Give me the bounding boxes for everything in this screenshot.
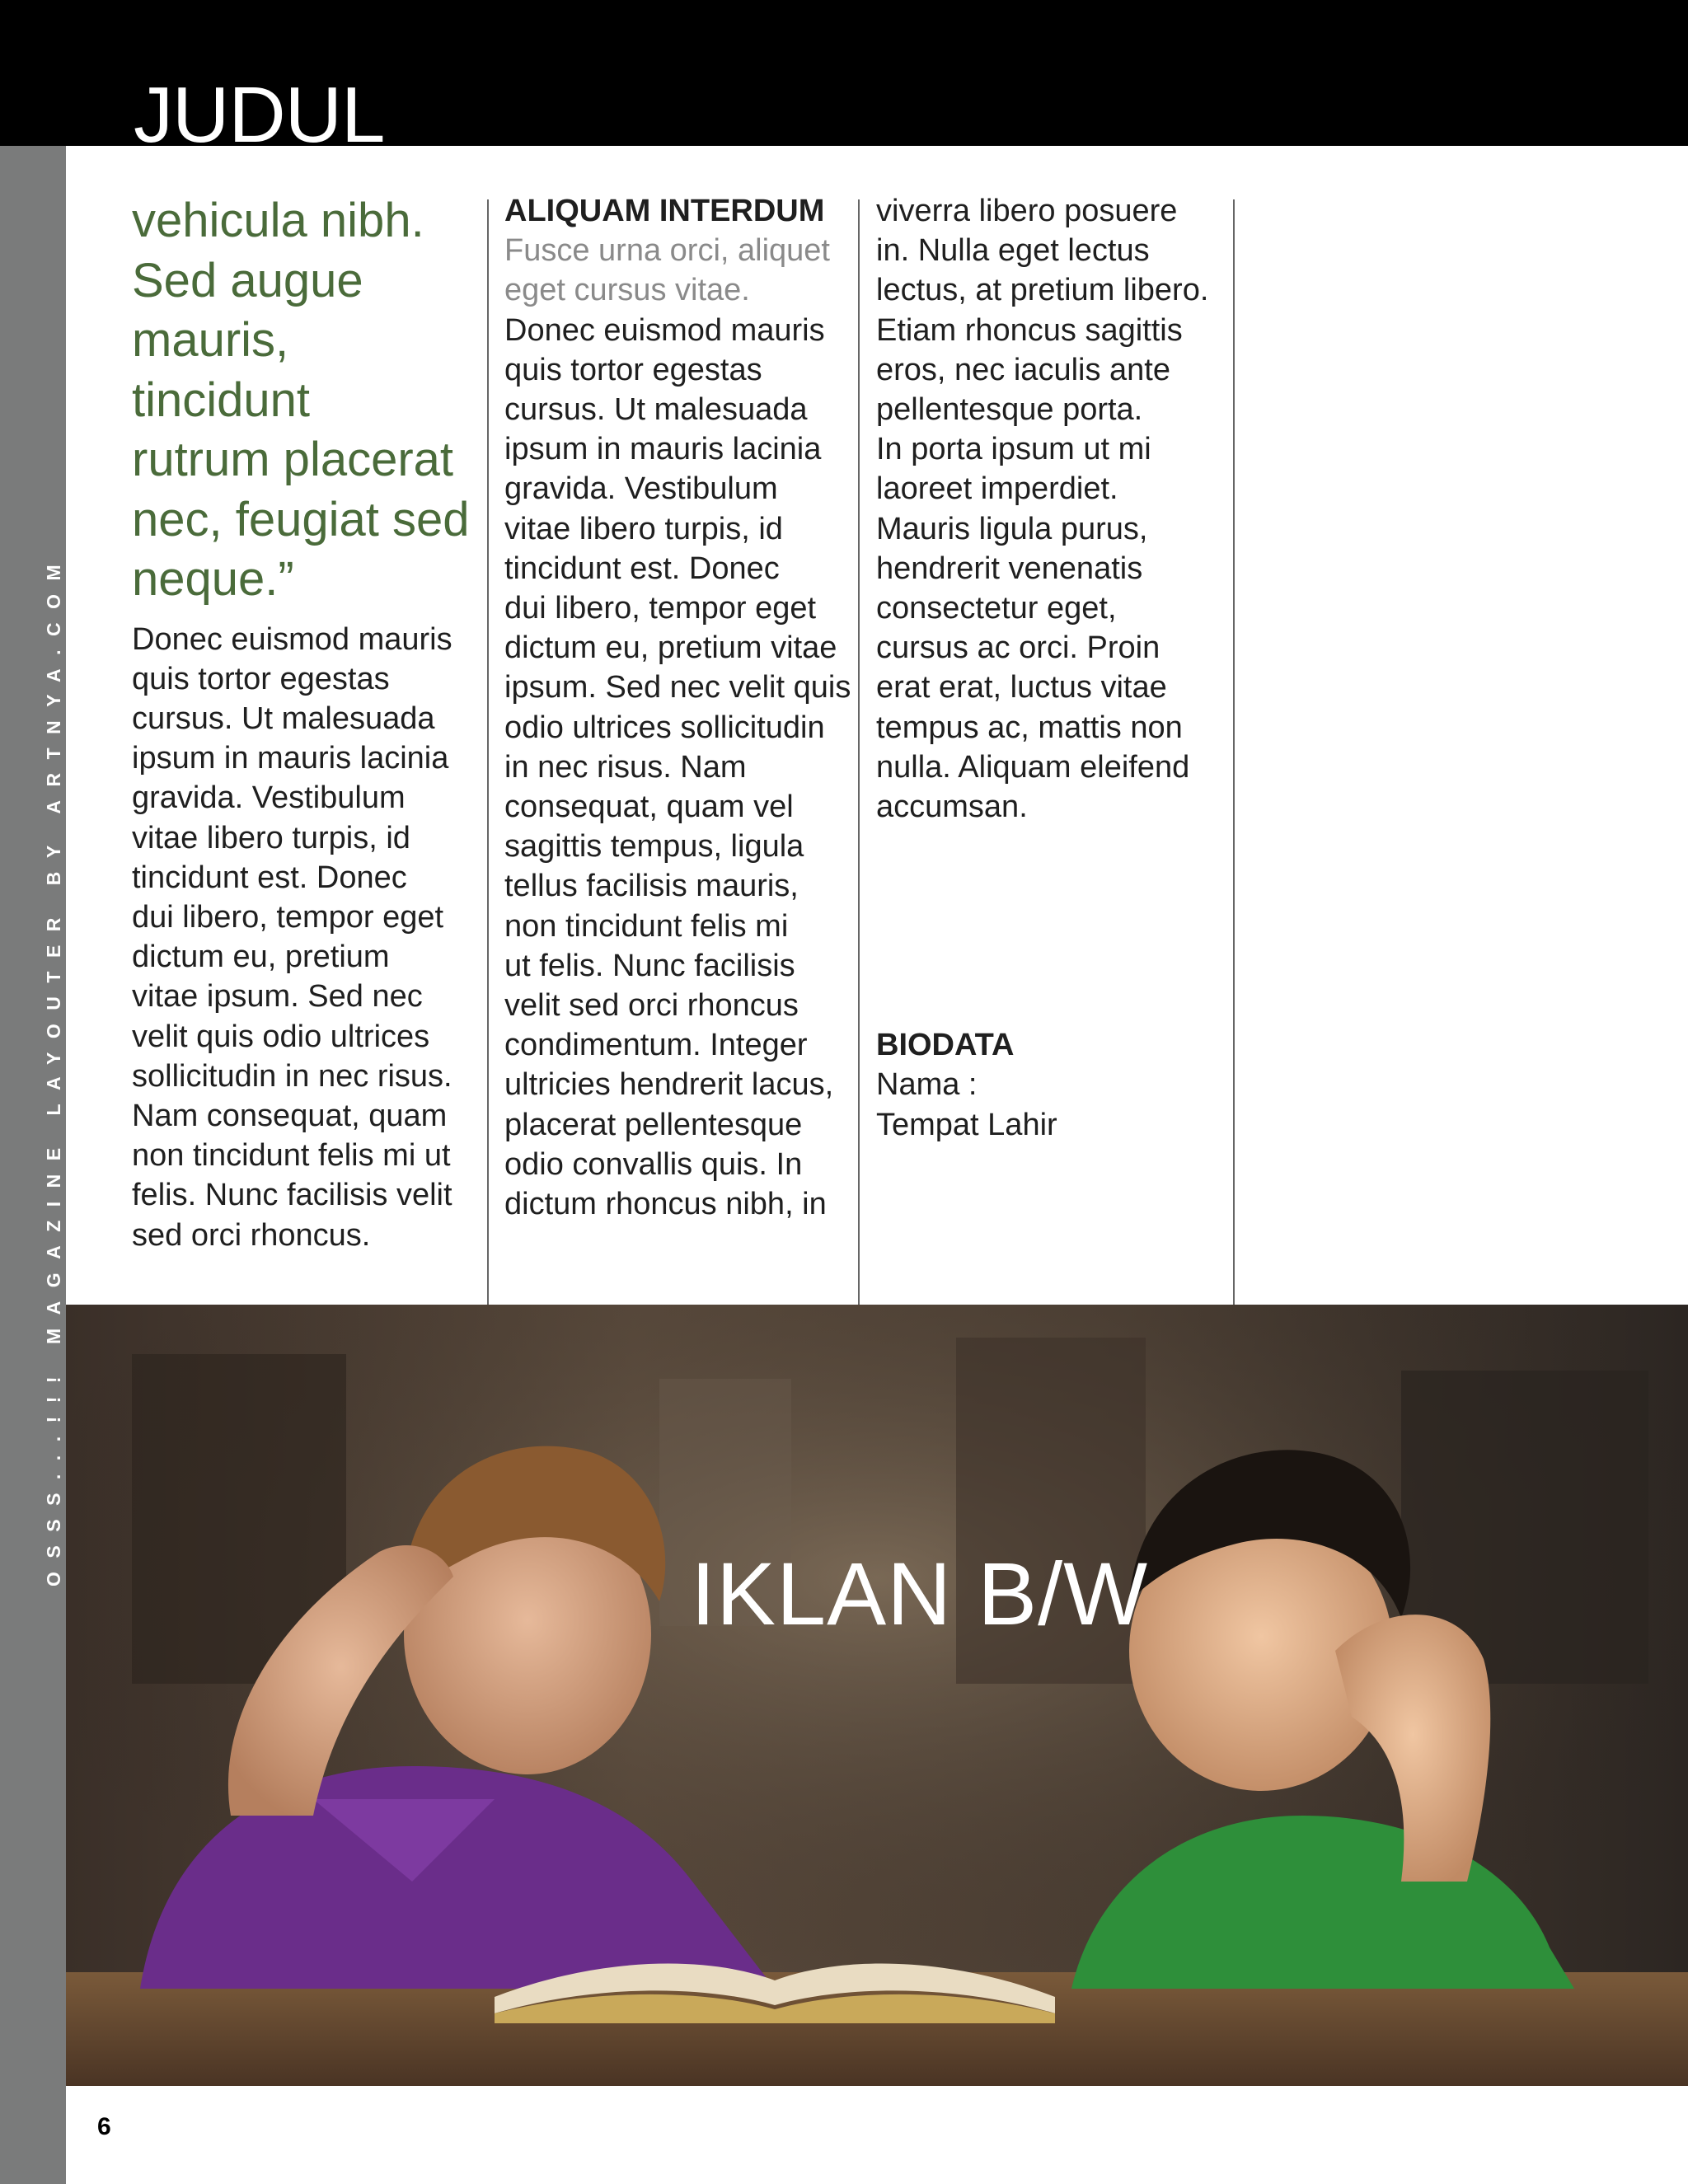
body-line: Mauris ligula purus, <box>876 511 1148 546</box>
body-line: eros, nec iaculis ante <box>876 352 1170 387</box>
pull-quote <box>132 191 478 610</box>
pullquote-line: rutrum placerat <box>132 433 454 486</box>
pullquote-line: Sed augue <box>132 253 363 307</box>
body-line: Donec euismod mauris <box>132 621 452 657</box>
column-1-body <box>132 620 478 1255</box>
body-line: tincidunt est. Donec <box>132 860 407 895</box>
lead-line: eget cursus vitae. <box>504 273 750 308</box>
body-line: ipsum in mauris lacinia <box>132 741 449 776</box>
body-line: non tincidunt felis mi ut <box>132 1138 451 1174</box>
body-line: vitae ipsum. Sed nec <box>132 979 423 1015</box>
column-3 <box>876 191 1231 1145</box>
column-1 <box>132 191 478 1255</box>
body-line: ipsum. Sed nec velit quis <box>504 670 851 705</box>
column-2 <box>504 191 859 1224</box>
body-line: non tincidunt felis mi <box>504 908 789 944</box>
body-line: lectus, at pretium libero. <box>876 273 1209 308</box>
children-reading-image <box>66 1305 1688 2086</box>
body-line: placerat pellentesque <box>504 1107 803 1142</box>
body-line: condimentum. Integer <box>504 1028 808 1063</box>
biodata-field: Tempat Lahir <box>876 1107 1057 1142</box>
pullquote-line: vehicula nibh. <box>132 194 424 247</box>
body-line: viverra libero posuere <box>876 194 1178 228</box>
body-line: sagittis tempus, ligula <box>504 829 804 865</box>
body-line: tincidunt est. Donec <box>504 551 780 586</box>
page-title: JUDUL <box>134 71 385 159</box>
body-line: felis. Nunc facilisis velit <box>132 1178 452 1213</box>
body-line: erat erat, luctus vitae <box>876 670 1167 705</box>
body-line: quis tortor egestas <box>132 661 390 696</box>
body-line: dictum rhoncus nibh, in <box>504 1187 827 1222</box>
biodata-field: Nama : <box>876 1067 978 1103</box>
body-line: sed orci rhoncus. <box>132 1217 371 1253</box>
sidebar-vertical-text: OSSS...!!! MAGAZINE LAYOUTER BY ARTNYA.COM <box>43 551 64 1586</box>
body-line: consectetur eget, <box>876 591 1117 626</box>
body-line: dictum eu, pretium vitae <box>504 630 837 666</box>
body-line: gravida. Vestibulum <box>132 780 406 816</box>
body-line: gravida. Vestibulum <box>504 471 778 507</box>
body-line: ultricies hendrerit lacus, <box>504 1067 834 1103</box>
body-line: dui libero, tempor eget <box>504 591 817 626</box>
page-number: 6 <box>97 2113 111 2140</box>
body-line: hendrerit venenatis <box>876 551 1143 586</box>
advert-label: IKLAN B/W <box>691 1544 1149 1643</box>
body-line: In porta ipsum ut mi <box>876 432 1151 467</box>
body-line: odio convallis quis. In <box>504 1146 803 1182</box>
body-line: consequat, quam vel <box>504 790 794 825</box>
body-line: ut felis. Nunc facilisis <box>504 948 795 983</box>
body-line: velit quis odio ultrices <box>132 1019 430 1054</box>
body-line: Donec euismod mauris <box>504 312 825 348</box>
pullquote-line: neque.” <box>132 552 294 606</box>
lead-line: Fusce urna orci, aliquet <box>504 233 830 269</box>
body-line: pellentesque porta. <box>876 392 1143 428</box>
body-line: tellus facilisis mauris, <box>504 869 799 904</box>
body-line: cursus. Ut malesuada <box>132 701 435 736</box>
body-line: Nam consequat, quam <box>132 1098 448 1133</box>
body-line: dictum eu, pretium <box>132 940 390 975</box>
body-line: nulla. Aliquam eleifend <box>876 749 1190 785</box>
body-line: vitae libero turpis, id <box>132 820 410 855</box>
body-line: cursus. Ut malesuada <box>504 392 808 428</box>
body-line: in nec risus. Nam <box>504 749 747 785</box>
body-line: velit sed orci rhoncus <box>504 988 799 1024</box>
pullquote-line: nec, feugiat sed <box>132 492 470 546</box>
body-line: cursus ac orci. Proin <box>876 630 1160 666</box>
body-line: sollicitudin in nec risus. <box>132 1058 452 1094</box>
body-line: quis tortor egestas <box>504 352 762 387</box>
body-line: tempus ac, mattis non <box>876 710 1183 745</box>
body-line: odio ultrices sollicitudin <box>504 710 825 745</box>
body-line: vitae libero turpis, id <box>504 511 783 546</box>
advert-photo <box>66 1305 1688 2086</box>
section-heading: ALIQUAM INTERDUM <box>504 194 825 228</box>
biodata-block <box>876 1025 1231 1145</box>
body-line: laoreet imperdiet. <box>876 471 1118 507</box>
column-rule-3 <box>1233 199 1235 1305</box>
body-line: Etiam rhoncus sagittis <box>876 312 1183 348</box>
body-line: in. Nulla eget lectus <box>876 233 1150 269</box>
body-line: dui libero, tempor eget <box>132 899 444 935</box>
body-line: ipsum in mauris lacinia <box>504 432 822 467</box>
body-line: accumsan. <box>876 790 1028 825</box>
biodata-heading: BIODATA <box>876 1028 1015 1063</box>
column-rule-1 <box>487 199 489 1305</box>
pullquote-line: mauris, tincidunt <box>132 313 311 427</box>
